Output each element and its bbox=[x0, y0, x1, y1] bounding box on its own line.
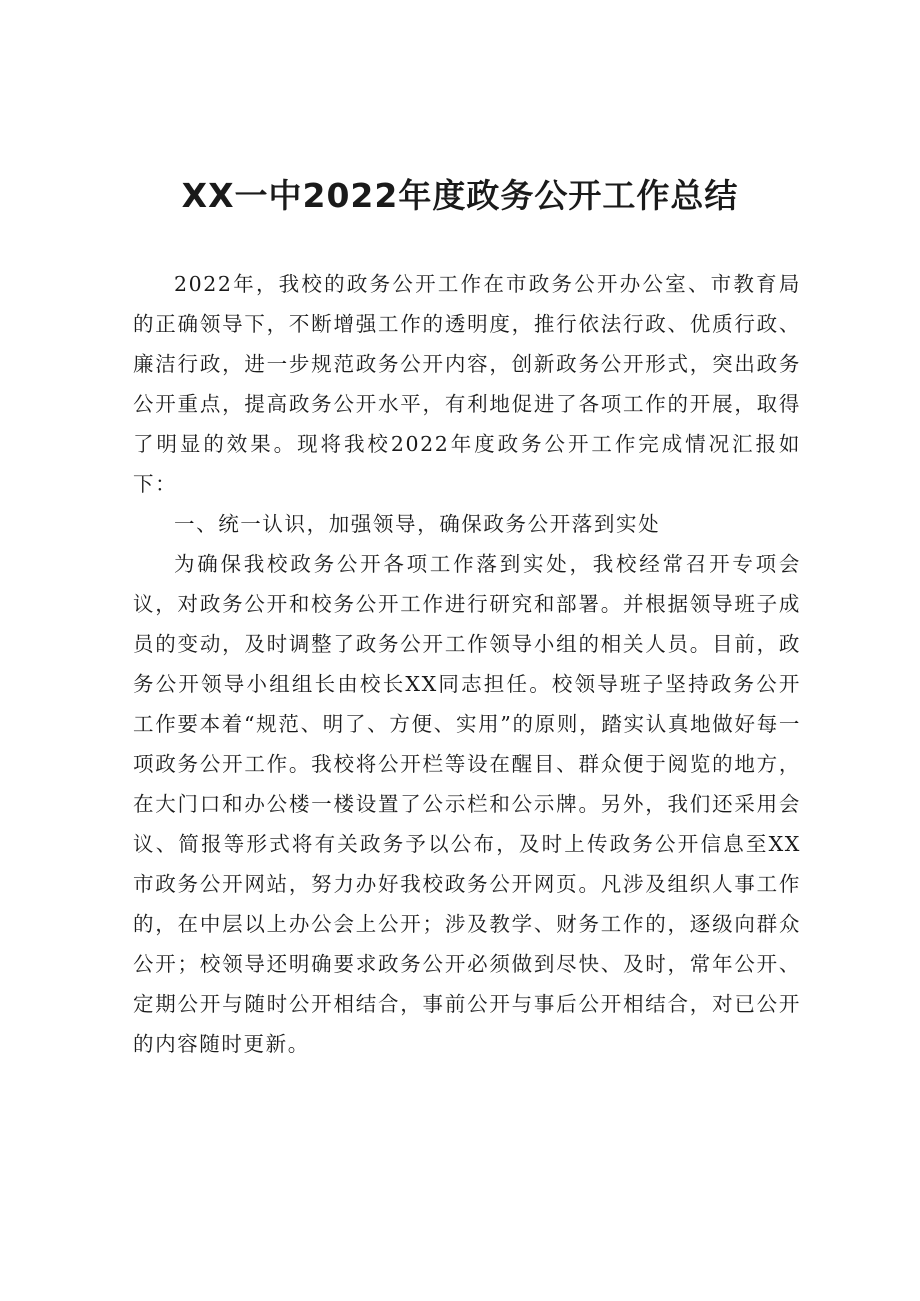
section-paragraph: 为确保我校政务公开各项工作落到实处，我校经常召开专项会议，对政务公开和校务公开工作进行研究和部署。并根据领导班子成员的变动，及时调整了政务公开工作领导小组的相关人员。目前，政务公开领导小组组长由校长XX同志担任。校领导班子坚持政务公开工作要本着“规范、明了、方便、实用”的原则，踏实认真地做好每一项政务公开工作。我校将公开栏等设在醒目、群众便于阅览的地方，在大门口和办公楼一楼设置了公示栏和公示牌。另外，我们还采用会议、简报等形式将有关政务予以公布，及时上传政务公开信息至XX市政务公开网站，努力办好我校政务公开网页。凡涉及组织人事工作的，在中层以上办公会上公开；涉及教学、财务工作的，逐级向群众公开；校领导还明确要求政务公开必须做到尽快、及时，常年公开、定期公开与随时公开相结合，事前公开与事后公开相结合，对已公开的内容随时更新。 bbox=[133, 552, 801, 1056]
section-heading: 一、统一认识，加强领导，确保政务公开落到实处 bbox=[174, 512, 661, 536]
document-body bbox=[133, 264, 801, 1064]
intro-paragraph: 2022年，我校的政务公开工作在市政务公开办公室、市教育局的正确领导下，不断增强工作的透明度，推行依法行政、优质行政、廉洁行政，进一步规范政务公开内容，创新政务公开形式，突出政务公开重点，提高政务公开水平，有利地促进了各项工作的开展，取得了明显的效果。现将我校2022年度政务公开工作完成情况汇报如下： bbox=[133, 272, 801, 496]
document-title: XX一中2022年度政务公开工作总结 bbox=[181, 176, 739, 216]
